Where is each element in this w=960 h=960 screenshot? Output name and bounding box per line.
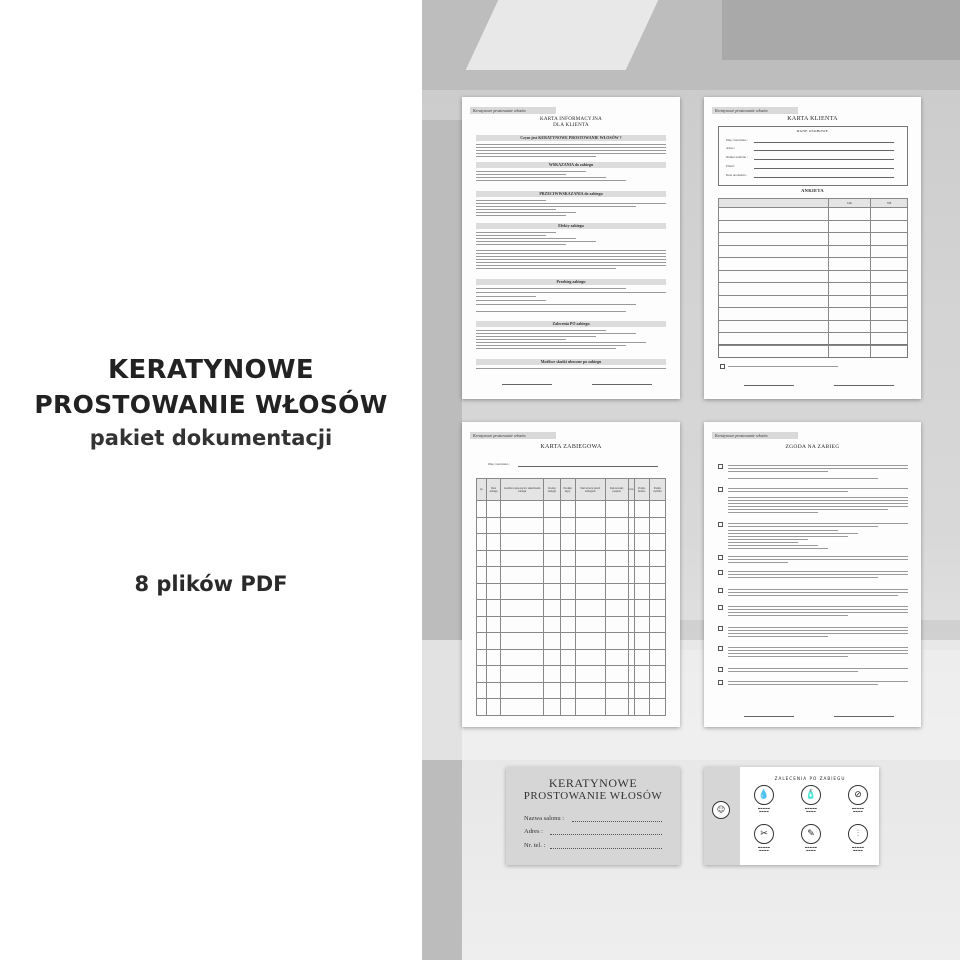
text-line (728, 562, 788, 563)
col-product: Produkt użyty (560, 479, 575, 501)
col-duration: Czas (628, 479, 634, 501)
text-line (728, 559, 908, 560)
field-line (754, 142, 894, 143)
page-title: KARTA KLIENTA (787, 116, 838, 122)
promo-panel (0, 0, 422, 960)
text-line (476, 171, 586, 172)
text-line (476, 348, 616, 349)
col-client-signature: Podpis klienta (634, 479, 649, 501)
text-line (476, 342, 646, 343)
text-line (728, 556, 908, 557)
card-field-label: Adres : (524, 828, 543, 835)
page-info-card (462, 97, 680, 399)
text-line (728, 571, 908, 572)
background-frame (422, 120, 462, 960)
icon-caption: ▬▬▬▬▬ ▬▬▬▬ (851, 807, 865, 813)
page-subtitle: DLA KLIENTA (553, 123, 589, 128)
page-header: Keratynowe prostowanie włosów (712, 432, 798, 439)
aftercare-card (704, 767, 879, 865)
page-consent-form (704, 422, 921, 727)
background-highlight (466, 0, 659, 70)
col-type: Rodzaj zabiegu (544, 479, 560, 501)
promo-title-line1: KERATYNOWE (108, 355, 314, 385)
text-line (728, 653, 908, 654)
field-label: Imię i nazwisko : (726, 138, 749, 142)
section-bar: Możliwe skutki uboczne po zabiegu (476, 359, 666, 365)
text-line (476, 336, 596, 337)
signature-line (744, 716, 794, 717)
text-line (728, 533, 858, 534)
text-line (476, 144, 666, 145)
card-field-line (550, 848, 662, 849)
text-line (728, 471, 828, 472)
text-line (476, 296, 536, 297)
signature-line (834, 385, 894, 386)
text-line (728, 574, 908, 575)
text-line (728, 650, 908, 651)
section-bar: PRZECIWWSKAZANIA do zabiegu (476, 191, 666, 197)
text-line (476, 238, 576, 239)
background-shadow (722, 0, 960, 60)
section-bar: Przebieg zabiegu (476, 279, 666, 285)
text-line (728, 530, 838, 531)
field-line (754, 159, 894, 160)
col-date: Data zabiegu (487, 479, 501, 501)
text-line (476, 244, 566, 245)
text-line (476, 235, 546, 236)
text-line (476, 345, 626, 346)
text-line (728, 592, 908, 593)
text-line (728, 506, 908, 507)
text-line (476, 241, 596, 242)
text-line (728, 577, 878, 578)
hair-icon: ☺ (712, 801, 730, 819)
text-line (476, 212, 576, 213)
text-line (476, 288, 626, 289)
page-client-card (704, 97, 921, 399)
col-preparation: Zastosowany preparat (605, 479, 628, 501)
ban-icon: ⊘ (848, 785, 868, 805)
text-line (728, 656, 848, 657)
mockup-photo (422, 0, 960, 960)
col-condition: Stan włosów przed zabiegiem (575, 479, 605, 501)
text-line (476, 330, 606, 331)
text-line (476, 265, 666, 266)
text-line (476, 147, 666, 148)
text-line (728, 526, 878, 527)
signature-line (834, 716, 894, 717)
page-title: ZGODA NA ZABIEG (785, 444, 840, 450)
text-line (728, 512, 818, 513)
page-treatment-card (462, 422, 680, 727)
consent-checkbox[interactable] (718, 646, 723, 651)
consent-checkbox[interactable] (718, 555, 723, 560)
business-card (506, 767, 680, 865)
text-line (728, 668, 908, 669)
text-line (476, 200, 546, 201)
text-line (728, 503, 908, 504)
consent-checkbox[interactable] (718, 464, 723, 469)
text-line (728, 630, 908, 631)
text-line (476, 311, 626, 312)
text-line (728, 636, 828, 637)
personal-data-title: DANE OSOBOWE (796, 129, 829, 133)
text-line (476, 177, 606, 178)
comb-icon: ⫶ (848, 824, 868, 844)
card-title-line2: PROSTOWANIE WŁOSÓW (523, 790, 663, 802)
survey-table (718, 198, 908, 358)
consent-checkbox[interactable] (718, 680, 723, 685)
page-header: Keratynowe prostowanie włosów (712, 107, 798, 114)
text-line (476, 304, 636, 305)
text-line (728, 684, 878, 685)
text-line (728, 509, 888, 510)
text-line (728, 681, 908, 682)
icon-caption: ▬▬▬▬▬ ▬▬▬▬ (757, 807, 771, 813)
text-line (476, 174, 566, 175)
text-line (476, 209, 556, 210)
text-line (728, 468, 908, 469)
consent-checkbox[interactable] (718, 667, 723, 672)
text-line (476, 215, 566, 216)
spray-icon: ✎ (801, 824, 821, 844)
drop-icon: 💧 (754, 785, 774, 805)
client-name-label: Imię i nazwisko : (488, 462, 511, 466)
text-line (728, 497, 908, 498)
section-bar: Zalecenia PO zabiegu (476, 321, 666, 327)
text-line (728, 536, 848, 537)
field-label: Numer telefonu : (726, 155, 748, 159)
consent-checkbox[interactable] (718, 605, 723, 610)
promo-file-count: 8 plików PDF (134, 572, 288, 596)
promo-title-line2: PROSTOWANIE WŁOSÓW (34, 390, 388, 419)
text-line (728, 488, 908, 489)
text-line (476, 232, 556, 233)
icon-caption: ▬▬▬▬▬ ▬▬▬▬ (804, 846, 818, 852)
text-line (728, 500, 908, 501)
col-no: NIE (871, 199, 908, 208)
text-line (476, 368, 666, 369)
field-line (754, 150, 894, 151)
text-line (476, 180, 626, 181)
survey-question-header (719, 199, 829, 208)
text-line (476, 300, 546, 301)
text-line (476, 153, 666, 154)
treatment-table (476, 478, 666, 716)
signature-line (592, 384, 652, 385)
text-line (728, 545, 818, 546)
consent-checkbox[interactable] (718, 487, 723, 492)
page-title: KARTA ZABIEGOWA (540, 444, 602, 450)
field-label: Adres : (726, 146, 736, 150)
col-lp: Lp. (477, 479, 487, 501)
text-line (476, 203, 666, 204)
text-line (728, 465, 908, 466)
card-field-line (572, 821, 662, 822)
text-line (476, 206, 636, 207)
text-line (728, 589, 908, 590)
text-line (728, 523, 908, 524)
text-line (476, 292, 666, 293)
consent-checkbox[interactable] (720, 364, 725, 369)
signature-line (744, 385, 794, 386)
text-line (728, 647, 908, 648)
text-line (728, 595, 898, 596)
notes-box (718, 344, 908, 358)
text-line (728, 671, 858, 672)
signature-line (502, 384, 552, 385)
bottle-icon: 🧴 (801, 785, 821, 805)
section-bar: WSKAZANIA do zabiegu (476, 162, 666, 168)
field-label: Email : (726, 164, 736, 168)
consent-checkbox[interactable] (718, 626, 723, 631)
text-line (728, 609, 908, 610)
text-line (728, 491, 848, 492)
text-line (728, 366, 838, 367)
col-time: Godzina rozpoczęcia i zakończenia zabiegu (501, 479, 544, 501)
text-line (728, 615, 848, 616)
text-line (728, 627, 908, 628)
text-line (476, 333, 636, 334)
field-line (754, 168, 894, 169)
brush-icon: ✂ (754, 824, 774, 844)
text-line (476, 150, 666, 151)
promo-subtitle: pakiet dokumentacji (89, 426, 333, 450)
page-header: Keratynowe prostowanie włosów (470, 107, 556, 114)
card-title: ZALECENIA PO ZABIEGU (774, 776, 846, 781)
text-line (728, 542, 798, 543)
text-line (728, 633, 908, 634)
card-field-line (550, 834, 662, 835)
text-line (476, 262, 666, 263)
section-bar: Czym jest KERATYNOWE PROSTOWANIE WŁOSÓW ? (476, 135, 666, 141)
page-title: KARTA INFORMACYJNA (539, 117, 603, 122)
text-line (728, 612, 908, 613)
field-line (518, 466, 658, 467)
page-header: Keratynowe prostowanie włosów (470, 432, 556, 439)
text-line (728, 548, 828, 549)
card-field-label: Nazwa salonu : (524, 815, 565, 822)
col-stylist-signature: Podpis stylistki (649, 479, 665, 501)
text-line (476, 339, 566, 340)
text-line (728, 539, 808, 540)
text-line (728, 478, 878, 479)
field-label: Data urodzenia : (726, 173, 748, 177)
survey-title: ANKIETA (801, 188, 824, 193)
text-line (476, 268, 616, 269)
card-title-line1: KERATYNOWE (548, 776, 638, 790)
field-line (754, 177, 894, 178)
section-bar: Efekty zabiegu (476, 223, 666, 229)
col-yes: TAK (829, 199, 871, 208)
consent-checkbox[interactable] (718, 522, 723, 527)
icon-caption: ▬▬▬▬▬ ▬▬▬▬ (851, 846, 865, 852)
text-line (476, 259, 666, 260)
text-line (476, 253, 666, 254)
icon-caption: ▬▬▬▬▬ ▬▬▬▬ (804, 807, 818, 813)
consent-checkbox[interactable] (718, 570, 723, 575)
text-line (476, 250, 666, 251)
text-line (476, 256, 666, 257)
text-line (476, 156, 596, 157)
icon-caption: ▬▬▬▬▬ ▬▬▬▬ (757, 846, 771, 852)
consent-checkbox[interactable] (718, 588, 723, 593)
card-field-label: Nr. tel. : (524, 842, 546, 849)
text-line (728, 606, 908, 607)
